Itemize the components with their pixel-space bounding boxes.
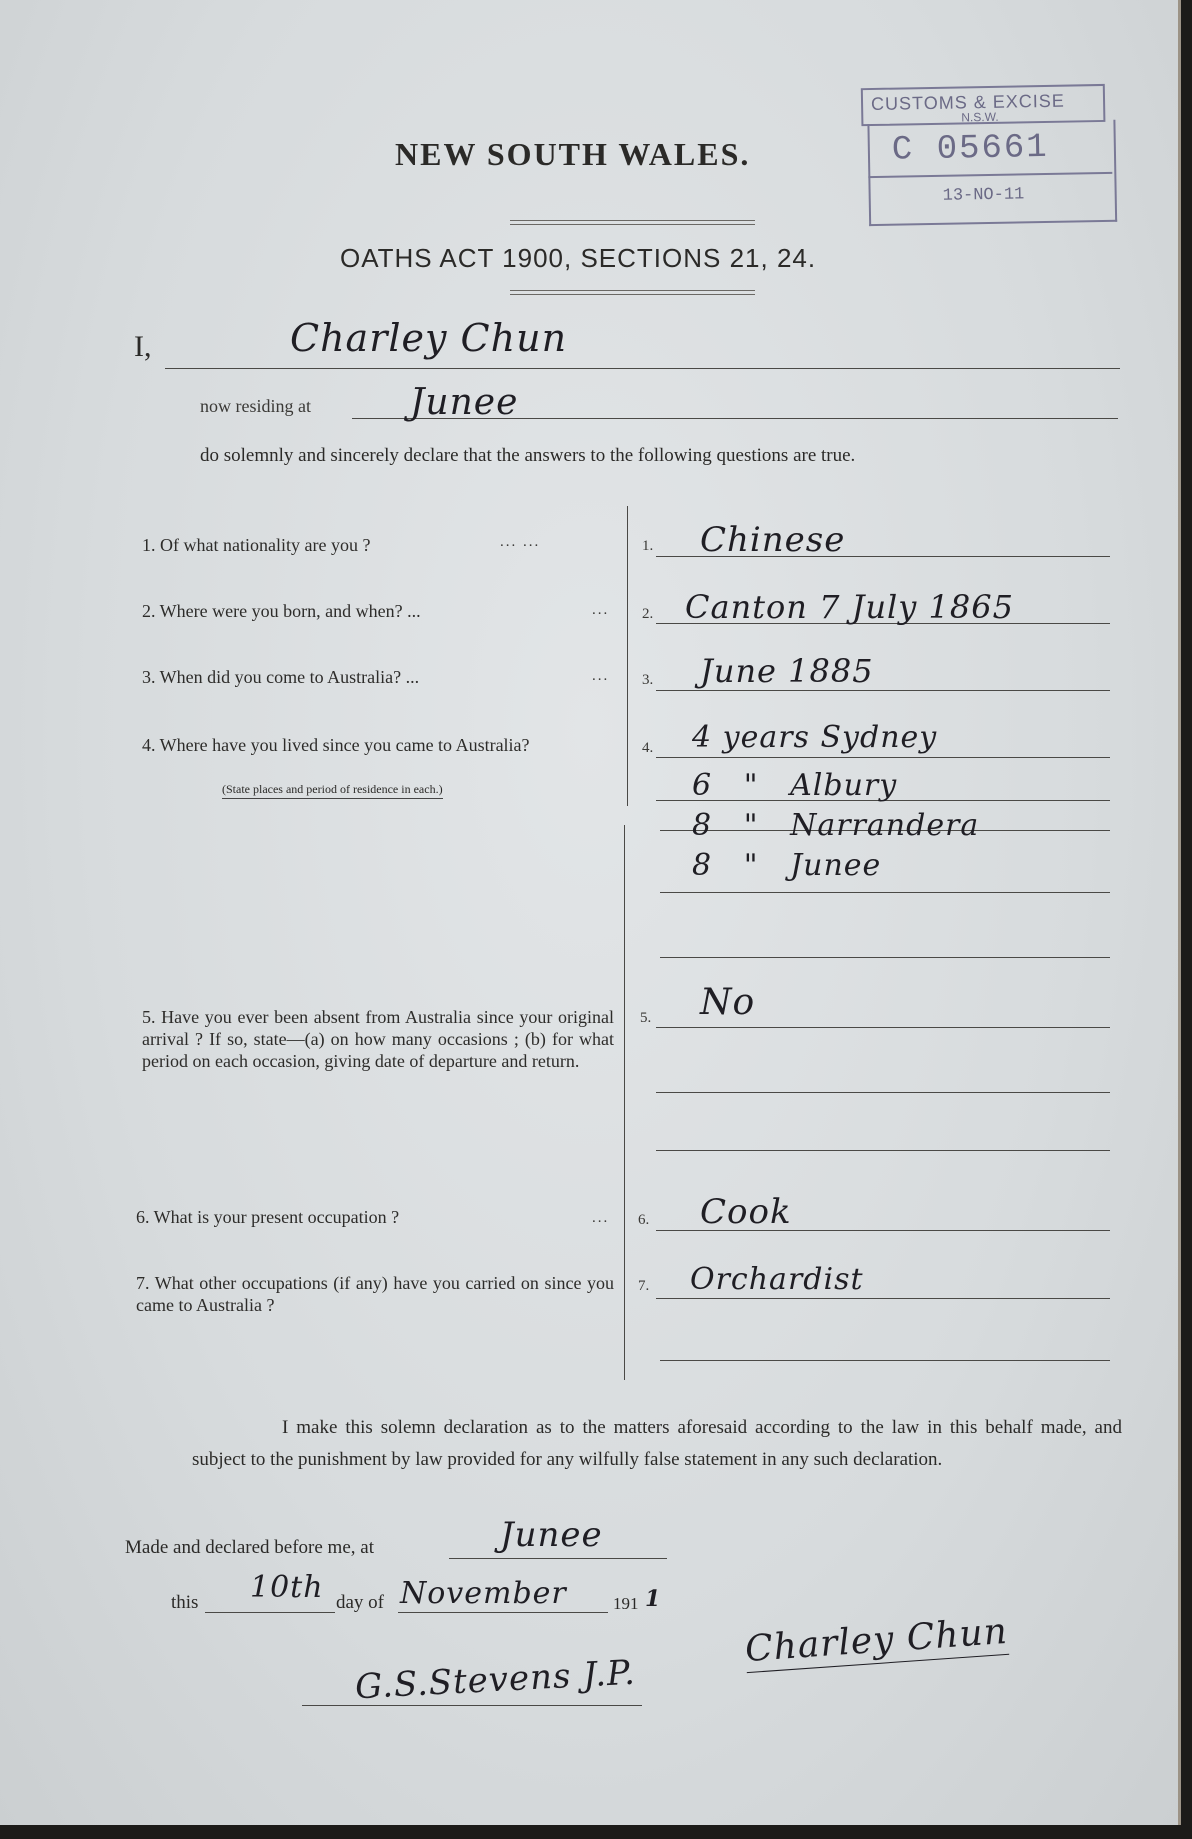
form-title: NEW SOUTH WALES. bbox=[395, 136, 751, 172]
made-month: November bbox=[400, 1576, 567, 1611]
answer-4-line-1 bbox=[656, 757, 1110, 758]
question-4: 4. Where have you lived since you came to Australia? bbox=[142, 735, 530, 755]
answer-2-number: 2. bbox=[642, 606, 654, 622]
residence: Junee bbox=[410, 382, 519, 423]
answer-1-number: 1. bbox=[642, 538, 654, 554]
witness-signature-line bbox=[302, 1705, 642, 1706]
question-6: 6. What is your present occupation ? bbox=[136, 1207, 400, 1227]
residing-label: now residing at bbox=[200, 396, 311, 416]
answer-2: Canton 7 July 1865 bbox=[685, 588, 1014, 626]
answer-4-row-4: 8 " Junee bbox=[692, 848, 882, 883]
answer-6-number: 6. bbox=[638, 1212, 650, 1228]
made-place: Junee bbox=[500, 1515, 603, 1555]
day-line bbox=[205, 1612, 335, 1613]
answer-4-line-5 bbox=[660, 957, 1110, 958]
question-6-dots: ... bbox=[592, 1210, 610, 1226]
declaration-statement: do solemnly and sincerely declare that the answers to the following questions are true. bbox=[200, 445, 856, 466]
question-3: 3. When did you come to Australia? ... bbox=[142, 667, 420, 687]
act-rule bbox=[510, 290, 755, 295]
made-label: Made and declared before me, at bbox=[125, 1537, 374, 1558]
answer-4-row-2: 6 " Albury bbox=[692, 768, 898, 803]
answer-5-line-2 bbox=[656, 1092, 1110, 1093]
day-of-label: day of bbox=[336, 1592, 385, 1613]
year-suffix: 1 bbox=[645, 1586, 662, 1612]
stamp-agency: CUSTOMS & EXCISE bbox=[870, 90, 1065, 115]
answer-4-number: 4. bbox=[642, 740, 654, 756]
act-reference: OATHS ACT 1900, SECTIONS 21, 24. bbox=[340, 243, 817, 273]
question-2-dots: ... bbox=[592, 602, 610, 618]
name-line bbox=[165, 368, 1120, 369]
answer-4-line-4 bbox=[660, 892, 1110, 893]
answer-6: Cook bbox=[700, 1192, 792, 1232]
stamp-number: C 05661 bbox=[891, 128, 1050, 170]
customs-stamp bbox=[861, 84, 1113, 228]
made-day: 10th bbox=[250, 1570, 324, 1605]
declarant-name: Charley Chun bbox=[290, 316, 568, 360]
witness-signature: G.S.Stevens J.P. bbox=[354, 1652, 637, 1708]
month-line bbox=[398, 1612, 608, 1613]
answer-7-line-1 bbox=[656, 1298, 1110, 1299]
stamp-date: 13-NO-11 bbox=[942, 185, 1025, 206]
answer-4-row-3: 8 " Narrandera bbox=[692, 808, 980, 843]
answer-7: Orchardist bbox=[690, 1262, 864, 1297]
answer-1: Chinese bbox=[700, 520, 846, 560]
declarant-signature: Charley Chun bbox=[744, 1611, 1010, 1673]
answer-5-line-3 bbox=[656, 1150, 1110, 1151]
title-rule bbox=[510, 220, 755, 225]
answer-5-line-1 bbox=[656, 1027, 1110, 1028]
column-divider-lower bbox=[624, 825, 625, 1380]
stamp-state: N.S.W. bbox=[961, 109, 999, 125]
question-7: 7. What other occupations (if any) have you carried on since you came to Australia ? bbox=[136, 1273, 614, 1315]
declarant-prefix: I, bbox=[134, 330, 152, 363]
answer-3-line bbox=[656, 690, 1110, 691]
answer-5-number: 5. bbox=[640, 1010, 652, 1026]
answer-4-row-1: 4 years Sydney bbox=[692, 720, 938, 755]
question-1: 1. Of what nationality are you ? bbox=[142, 535, 371, 555]
question-4-note: (State places and period of residence in each.) bbox=[222, 782, 443, 799]
question-1-dots: ... ... bbox=[500, 534, 541, 550]
answer-3: June 1885 bbox=[700, 652, 874, 690]
column-divider bbox=[627, 506, 628, 806]
question-2: 2. Where were you born, and when? ... bbox=[142, 601, 421, 621]
answer-5: No bbox=[700, 982, 756, 1023]
answer-3-number: 3. bbox=[642, 672, 654, 688]
question-5: 5. Have you ever been absent from Australia since your original arrival ? If so, state—(a) on how many occasions ; (b) for what period on each occasion, giving date of departure and return. bbox=[142, 1007, 614, 1071]
declaration-paragraph: I make this solemn declaration as to the matters aforesaid according to the law in this behalf made, and subject to the punishment by law provided for any wilfully false statement in any such declaration. bbox=[192, 1417, 1122, 1470]
place-line bbox=[449, 1558, 667, 1559]
answer-7-number: 7. bbox=[638, 1278, 650, 1294]
answer-7-line-2 bbox=[660, 1360, 1110, 1361]
question-3-dots: ... bbox=[592, 668, 610, 684]
this-label: this bbox=[171, 1592, 199, 1613]
year-prefix: 191 bbox=[613, 1594, 639, 1613]
